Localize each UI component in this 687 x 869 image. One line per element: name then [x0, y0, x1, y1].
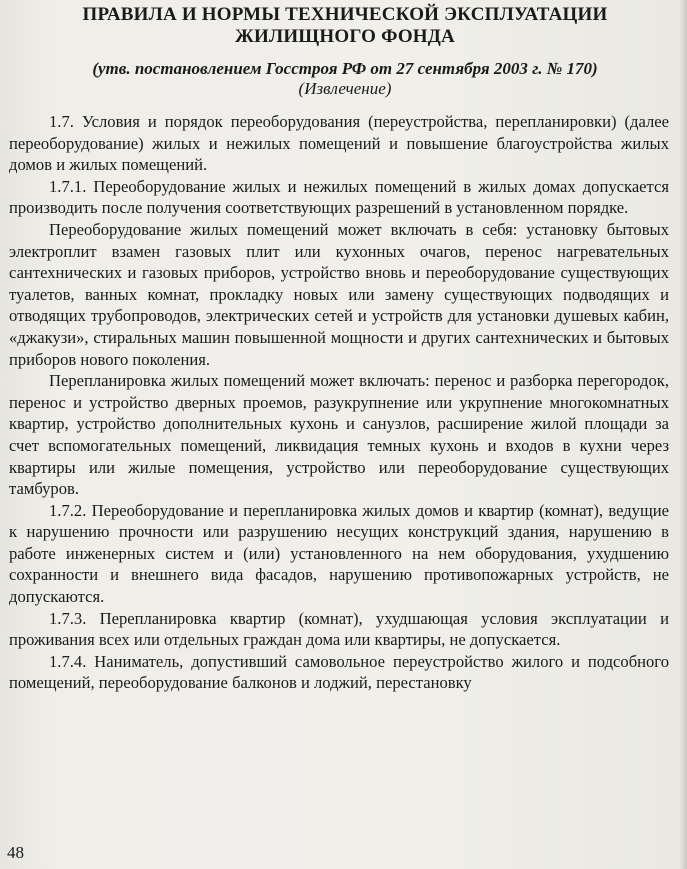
paragraph-1-7-4: 1.7.4. Наниматель, допустивший самовольное переустройство жилого и подсобного помещений, переоборудование балконов и лоджий, перестановку: [9, 651, 669, 693]
page-edge-shadow: [679, 0, 687, 869]
paragraph-re-equipment: Переоборудование жилых помещений может включать в себя: установку бытовых электроплит взамен газовых плит или кухонных очагов, перенос нагревательных сантехнических и газовых приборов, устройство вновь и переоборудование существующих туалетов, ванных комнат, прокладку новых или замену существующих подводящих и отводящих трубопроводов, электрических сетей и устройств для установки душевых кабин, «джакузи», стиральных машин повышенной мощности и других сантехнических и бытовых приборов нового поколения.: [9, 219, 669, 369]
page-number: 48: [7, 843, 24, 862]
paragraph-1-7-1: 1.7.1. Переоборудование жилых и нежилых помещений в жилых домах допускается производить после получения соответствующих разрешений в установленном порядке.: [9, 176, 669, 218]
paragraph-1-7-2: 1.7.2. Переоборудование и перепланировка жилых домов и квартир (комнат), ведущие к нарушению прочности или разрушению несущих конструкций здания, нарушению в работе инженерных систем и (или) установленного на нем оборудования, ухудшению сохранности и внешнего вида фасадов, нарушению противопожарных устройств, не допускаются.: [9, 500, 669, 607]
paragraph-replanning: Перепланировка жилых помещений может включать: перенос и разборка перегородок, перенос и устройство дверных проемов, разукрупнение или укрупнение многокомнатных квартир, устройство дополнительных кухонь и санузлов, расширение жилой площади за счет вспомогательных помещений, ликвидация темных кухонь и входов в кухни через квартиры или жилые помещения, устройство или переоборудование существующих тамбуров.: [9, 371, 669, 499]
document-title-line-1: ПРАВИЛА И НОРМЫ ТЕХНИЧЕСКОЙ ЭКСПЛУАТАЦИИ: [82, 4, 608, 25]
document-body: [9, 111, 669, 694]
document-subtitle: (утв. постановлением Госстроя РФ от 27 сентября 2003 г. № 170): [92, 59, 598, 78]
paragraph-1-7-3: 1.7.3. Перепланировка квартир (комнат), ухудшающая условия эксплуатации и проживания всех или отдельных граждан дома или квартиры, не допускается.: [9, 608, 669, 650]
paragraph-1-7: 1.7. Условия и порядок переоборудования (переустройства, перепланировки) (далее переоборудование) жилых и нежилых помещений и повышение благоустройства жилых домов и жилых помещений.: [9, 112, 669, 175]
document-title-line-2: ЖИЛИЩНОГО ФОНДА: [235, 26, 455, 47]
excerpt-note: (Извлечение): [298, 79, 392, 98]
